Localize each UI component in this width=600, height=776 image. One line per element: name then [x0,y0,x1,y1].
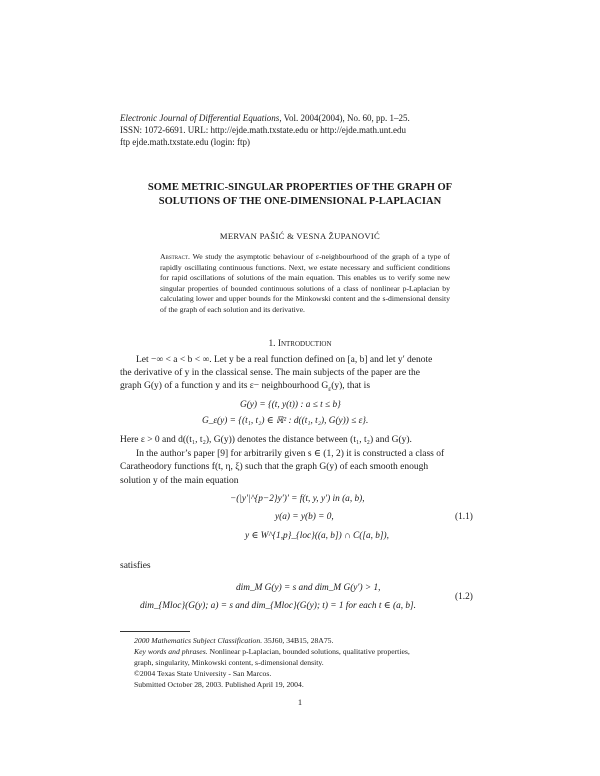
paragraph-text: graph G(y) of a function y and its ε− neighbourhood G [120,381,329,391]
equation-graph: G(y) = {(t, y(t)) : a ≤ t ≤ b} [240,400,341,410]
footnote-submitted: Submitted October 28, 2003. Published April 19, 2004. [134,680,304,689]
footnote-msc [134,636,333,647]
footnote-copyright: ©2004 Texas State University - San Marcos. [134,669,272,678]
equation-boundary: y(a) = y(b) = 0, [275,512,334,522]
equation-number: (1.2) [455,592,473,602]
footnote-keywords-cont: graph, singularity, Minkowski content, s-dimensional density. [134,658,324,667]
paragraph-line: Let −∞ < a < b < ∞. Let y be a real function defined on [a, b] and let y′ denote [136,355,433,365]
section-heading [0,339,600,349]
journal-header-line2: ISSN: 1072-6691. URL: http://ejde.math.txstate.edu or http://ejde.math.unt.edu [120,125,406,135]
abstract-text: We study the asymptotic behaviour of ε-neighbourhood of the graph of a type of rapidly oscillating continuous functions. Next, we estate necessary and sufficient conditions for rapid oscillations of solutions of the main equation. This enables us to verify some new singular properties of bounded continuous solutions of a class of nonlinear p-Laplacian by calculating lower and upper bounds for the Minkowski content and the s-dimensional density of the graph of each solution and its derivative. [160,252,450,314]
epsilon-subscript: ε [328,384,332,393]
paragraph-line: In the author’s paper [9] for arbitrarily given s ∈ (1, 2) it is constructed a class of [136,449,445,459]
section-title: Introduction [277,339,332,349]
footnote-keywords [134,647,410,658]
journal-header-line1 [120,112,410,124]
equation-dimension: dim_M G(y) = s and dim_M G(y′) > 1, [236,583,381,593]
paragraph-line: Here ε > 0 and d((t₁, t₂), G(y)) denotes the distance between (t₁, t₂) and G(y). [120,435,412,445]
journal-name: Electronic Journal of Differential Equations [120,113,280,123]
equation-main: −(|y′|^{p−2}y′)′ = f(t, y, y′) in (a, b), [230,494,365,504]
paragraph-line: the derivative of y in the classical sense. The main subjects of the paper are the [120,368,421,378]
equation-number: (1.1) [455,512,473,522]
paragraph-line: satisfies [120,561,151,571]
paragraph-text: (y), that is [331,381,371,391]
footnote-msc-label: 2000 Mathematics Subject Classification. [134,636,263,645]
journal-header-line3: ftp ejde.math.txstate.edu (login: ftp) [120,137,250,147]
equation-neighbourhood: G_ε(y) = {(t₁, t₂) ∈ ℝ² : d((t₁, t₂), G(y)) ≤ ε}. [202,416,369,426]
footnote-keywords-text: Nonlinear p-Laplacian, bounded solutions, qualitative properties, [207,647,410,656]
footnote-rule [120,631,190,632]
equation-space: y ∈ W^{1,p}_{loc}((a, b]) ∩ C([a, b]), [245,531,389,541]
journal-volume: , Vol. 2004(2004), No. 60, pp. 1–25. [279,113,410,123]
paragraph-line [120,380,370,396]
abstract [160,252,450,316]
equation-local-dimension: dim_{Mloc}(G(y); a) = s and dim_{Mloc}(G(y); t) = 1 for each t ∈ (a, b]. [140,601,416,611]
footnote-msc-text: 35J60, 34B15, 28A75. [262,636,334,645]
paragraph-line: Caratheodory functions f(t, η, ξ) such that the graph G(y) of each smooth enough [120,462,429,472]
paper-title-line2: SOLUTIONS OF THE ONE-DIMENSIONAL P-LAPLACIAN [158,196,442,207]
paper-authors: MERVAN PAŠIĆ & VESNA ŽUPANOVIĆ [219,231,381,241]
paragraph-line: solution y of the main equation [120,476,239,486]
footnote-keywords-label: Key words and phrases. [134,647,208,656]
abstract-label: Abstract. [160,252,190,261]
page-number: 1 [297,697,303,707]
section-number: 1. [268,339,276,349]
paper-title-line1: SOME METRIC-SINGULAR PROPERTIES OF THE GRAPH OF [147,182,453,193]
